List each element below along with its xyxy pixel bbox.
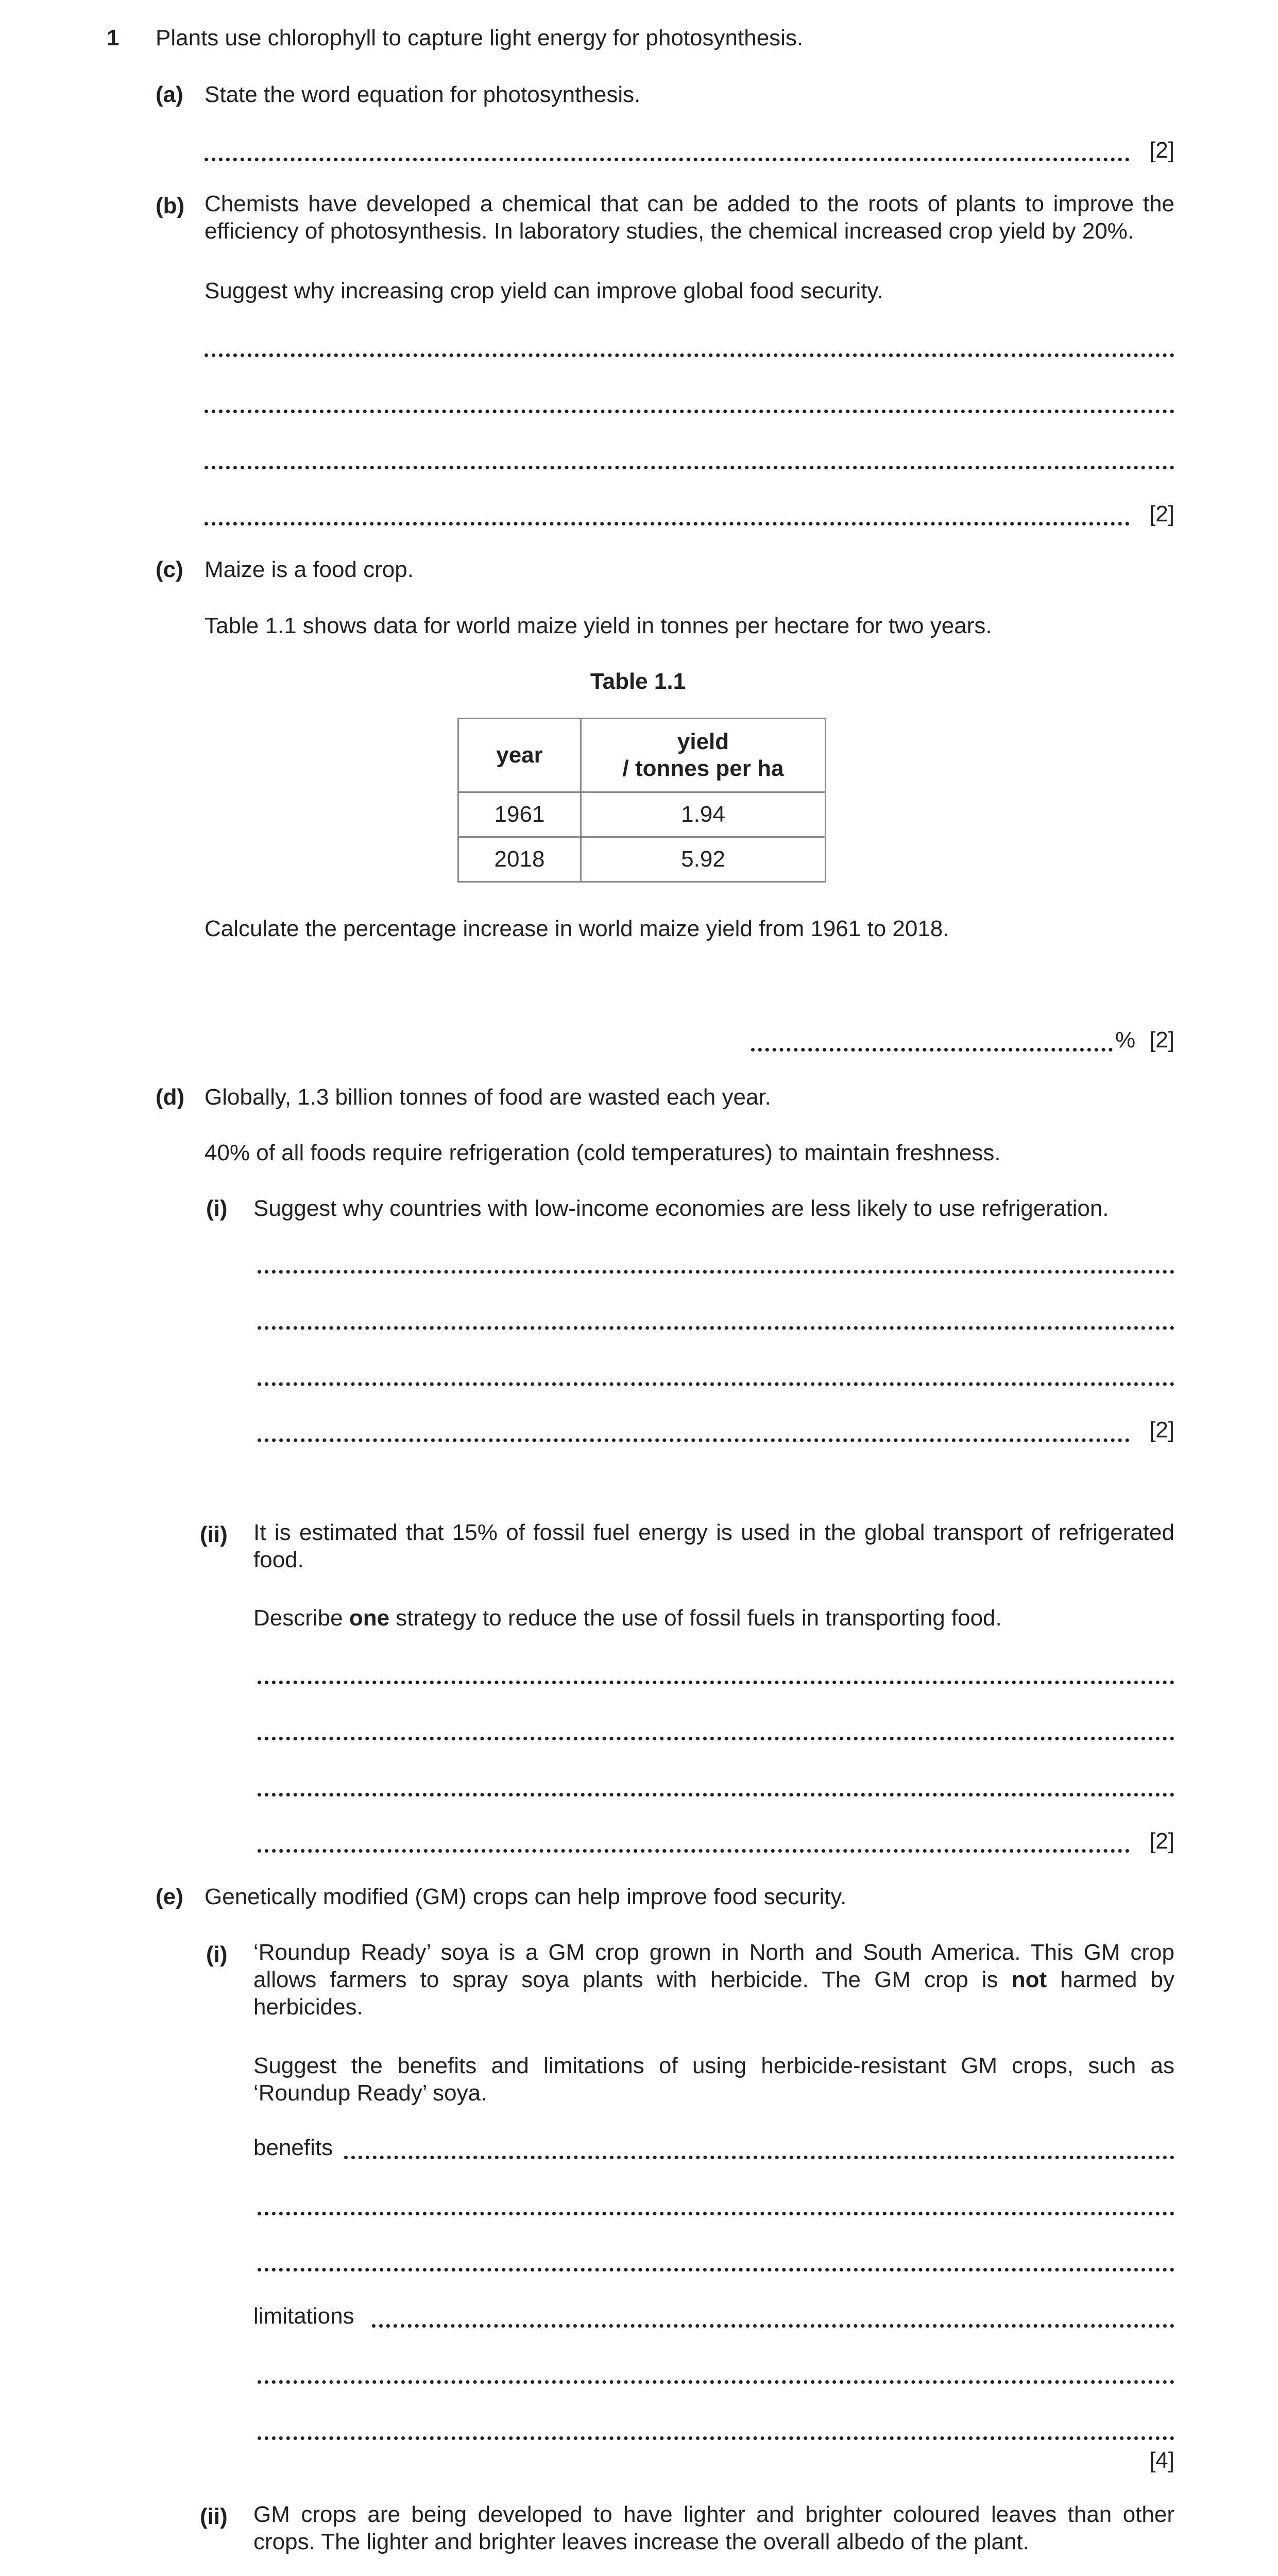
part-d-ii-prompt bbox=[253, 1605, 1002, 1632]
part-c-text: Maize is a food crop. bbox=[205, 557, 414, 582]
answer-line[interactable] bbox=[258, 1326, 1174, 1330]
part-d-ii-text: It is estimated that 15% of fossil fuel energy is used in the global transport of refrigerated food. bbox=[253, 1520, 1174, 1572]
part-d-i-marks: [2] bbox=[1149, 1417, 1174, 1443]
answer-line[interactable] bbox=[258, 1793, 1174, 1797]
part-c-prompt: Calculate the percentage increase in world maize yield from 1961 to 2018. bbox=[205, 916, 949, 941]
answer-line[interactable] bbox=[258, 1382, 1174, 1386]
part-e-i-text-end: harmed by herbicides. bbox=[253, 1967, 1174, 2020]
limitations-answer-line[interactable] bbox=[372, 2324, 1174, 2328]
maize-yield-table bbox=[457, 718, 826, 883]
part-c-marks: [2] bbox=[1149, 1027, 1174, 1053]
answer-line[interactable] bbox=[258, 2436, 1174, 2440]
part-d-ii-marks: [2] bbox=[1149, 1828, 1174, 1854]
answer-line[interactable] bbox=[258, 1849, 1130, 1853]
part-b-label: (b) bbox=[156, 193, 185, 218]
part-e-text: Genetically modified (GM) crops can help improve food security. bbox=[205, 1884, 847, 1909]
part-d-ii-prompt-end: strategy to reduce the use of fossil fuels in transporting food. bbox=[389, 1605, 1002, 1631]
table-cell-yield: 1.94 bbox=[581, 792, 826, 837]
answer-line[interactable] bbox=[258, 1681, 1174, 1684]
part-b-marks: [2] bbox=[1149, 501, 1174, 527]
part-e-i-marks: [4] bbox=[1149, 2448, 1174, 2473]
part-e-i-prompt: Suggest the benefits and limitations of using herbicide-resistant GM crops, such as ‘Roundup Ready’ soya. bbox=[253, 2053, 1174, 2106]
part-d-i-label: (i) bbox=[206, 1196, 228, 1221]
question-stem: Plants use chlorophyll to capture light energy for photosynthesis. bbox=[156, 25, 804, 50]
part-b-prompt: Suggest why increasing crop yield can improve global food security. bbox=[205, 278, 883, 303]
answer-line[interactable] bbox=[258, 2380, 1174, 2384]
table-row bbox=[458, 837, 826, 882]
answer-line[interactable] bbox=[205, 522, 1130, 526]
table-row bbox=[458, 792, 826, 837]
table-caption: Table 1.1 bbox=[590, 669, 686, 694]
part-a-text: State the word equation for photosynthesis. bbox=[205, 82, 641, 107]
benefits-label: benefits bbox=[253, 2135, 333, 2160]
part-d-ii-prompt-start: Describe bbox=[253, 1605, 349, 1631]
answer-line[interactable] bbox=[205, 410, 1174, 413]
table-header-yield-unit: / tonnes per ha bbox=[622, 756, 784, 781]
table-header-yield bbox=[581, 719, 826, 792]
table-header-row bbox=[458, 719, 826, 792]
percent-unit: % bbox=[1115, 1027, 1136, 1053]
answer-line[interactable] bbox=[205, 466, 1174, 469]
answer-line[interactable] bbox=[258, 1438, 1130, 1442]
part-e-ii-label: (ii) bbox=[200, 2504, 228, 2529]
table-cell-yield: 5.92 bbox=[581, 837, 826, 882]
part-b-text: Chemists have developed a chemical that can be added to the roots of plants to improve the efficiency of photosynthesis. In laboratory studies, the chemical increased crop yield by 20%. bbox=[205, 191, 1174, 244]
part-c-intro: Table 1.1 shows data for world maize yield in tonnes per hectare for two years. bbox=[205, 613, 992, 638]
part-e-i-text bbox=[253, 1939, 1174, 2021]
part-e-ii-text: GM crops are being developed to have lighter and brighter coloured leaves than other crops. The lighter and brighter leaves increase the overall albedo of the plant. bbox=[253, 2502, 1174, 2554]
part-a-marks: [2] bbox=[1149, 138, 1174, 163]
part-d-i-text: Suggest why countries with low-income economies are less likely to use refrigeration. bbox=[253, 1196, 1109, 1221]
answer-line[interactable] bbox=[205, 158, 1130, 161]
question-number: 1 bbox=[107, 25, 120, 50]
part-d-text1: Globally, 1.3 billion tonnes of food are wasted each year. bbox=[205, 1084, 771, 1110]
part-d-ii-prompt-emphasis: one bbox=[349, 1605, 390, 1631]
answer-line[interactable] bbox=[205, 353, 1174, 357]
answer-line[interactable] bbox=[258, 2212, 1174, 2215]
part-e-i-label: (i) bbox=[206, 1942, 228, 1967]
part-c-label: (c) bbox=[156, 557, 183, 582]
table-cell-year: 1961 bbox=[458, 792, 581, 837]
part-d-label: (d) bbox=[156, 1084, 185, 1110]
part-a-label: (a) bbox=[156, 82, 183, 107]
table-header-yield-line1: yield bbox=[677, 729, 729, 754]
limitations-label: limitations bbox=[253, 2303, 354, 2329]
table-header-year: year bbox=[458, 719, 581, 792]
answer-line[interactable] bbox=[258, 1737, 1174, 1740]
answer-line[interactable] bbox=[258, 2268, 1174, 2272]
benefits-answer-line[interactable] bbox=[344, 2156, 1174, 2159]
table-cell-year: 2018 bbox=[458, 837, 581, 882]
part-d-ii-label: (ii) bbox=[200, 1522, 228, 1547]
part-d-text2: 40% of all foods require refrigeration (cold temperatures) to maintain freshness. bbox=[205, 1140, 1001, 1165]
answer-line[interactable] bbox=[258, 1270, 1174, 1274]
answer-line-percentage[interactable] bbox=[751, 1048, 1113, 1052]
part-e-i-text-emphasis: not bbox=[1011, 1967, 1047, 1992]
part-e-label: (e) bbox=[156, 1884, 183, 1909]
part-e-i-text-start: ‘Roundup Ready’ soya is a GM crop grown in North and South America. This GM crop allows farmers to spray soya plants with herbicide. The GM crop is bbox=[253, 1940, 1174, 1992]
